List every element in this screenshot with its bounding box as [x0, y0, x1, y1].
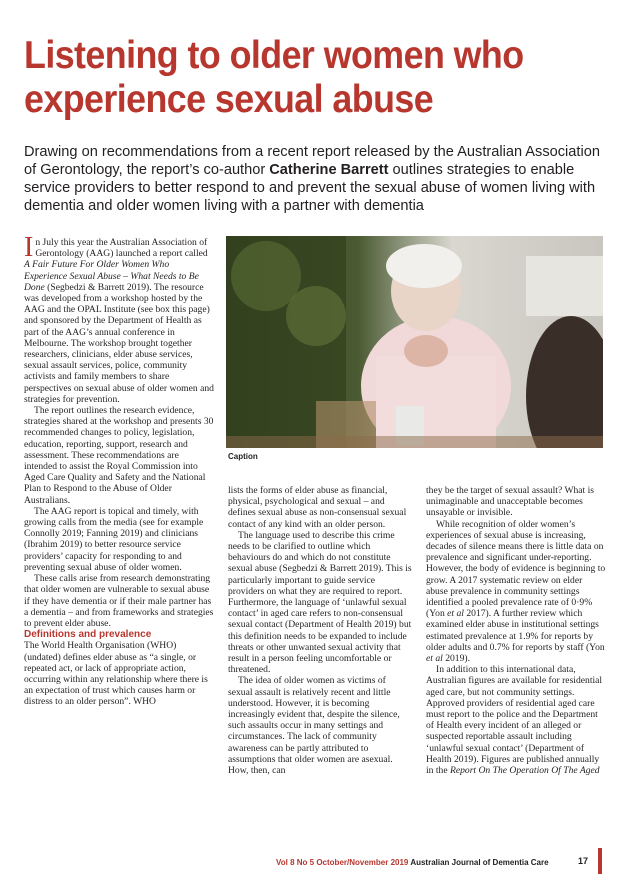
paragraph: The language used to describe this crime needs to be clarified to outline which behaviours do and which do not constitute sexual abuse (Segbedzi & Barrett 2019). This is particularly important to guide service providers on what they are required to report. Furthermore, the language of ‘unlawful sexual contact’ in aged care refers to non-consensual sexual contact (Department of Health 2019) but this definition needs to be expanded to include threats or other unwanted sexual activity that result in a person feeling uncomfortable or threatened.: [228, 529, 412, 676]
drop-cap: I: [24, 232, 34, 263]
text-run: 2017). A further review which examined elder abuse in institutional settings estimated prevalence at 1.9% for reports by older adults and 0.7% for reports by staff (Yon: [426, 608, 605, 653]
standfirst-text-end: outlines strategies to enable service providers to better respond to and prevent the sexual abuse of women living with dementia and older women living with a partner with dementia: [24, 162, 596, 214]
paragraph: [426, 519, 606, 665]
text-run: (Segbedzi & Barrett 2019). The resource was developed from a workshop hosted by the AAG and the OPAL Institute (see box this page) and sponsored by the Department of Health as part of the AAG’s annual conference in Melbourne. The workshop brought together researchers, clinicians, elder abuse services, sexual assault services, police, community activists and family members to share perspectives on sexual abuse of older women and strategies for prevention.: [24, 281, 214, 405]
journal-name: Australian Journal of Dementia Care: [410, 858, 549, 867]
column-2: [228, 485, 412, 776]
paragraph: lists the forms of elder abuse as financial, physical, psychological and sexual – and defines sexual abuse as non-consensual sexual contact of any kind with an older person.: [228, 485, 407, 530]
paragraph: [24, 232, 214, 405]
standfirst: [24, 143, 609, 215]
paragraph: The World Health Organisation (WHO) (undated) defines elder abuse as “a single, or repeated act, or lack of appropriate action, occurring within any relationship where there is an expectation of trust which causes harm or distress to an older person”. WHO: [24, 640, 208, 708]
subheading: Definitions and prevalence: [24, 629, 152, 641]
photo-caption: Caption: [228, 452, 258, 461]
report-title: A Fair Future For Older Women Who Experience Sexual Abuse – What Needs to Be Done: [24, 259, 199, 293]
paragraph: [426, 664, 606, 776]
page-footer: [276, 858, 549, 867]
et-al: et al: [426, 653, 443, 665]
photo-older-woman: [226, 236, 603, 448]
paragraph: The AAG report is topical and timely, with growing calls from the media (see for example Connolly 2019; Fanning 2019) and clinicians (Ibrahim 2019) to better resource service providers’ capacity for responding to and preventing sexual abuse of older women.: [24, 505, 204, 573]
paragraph: they be the target of sexual assault? What is unimaginable and unacceptable becomes unsayable or invisible.: [426, 485, 595, 519]
paragraph: The report outlines the research evidence, strategies shared at the workshop and presents 30 recommended changes to policy, legislation, education, reporting, support, research and assessment. These recommendations are intended to assist the Royal Commission into Aged Care Quality and Safety and the National Plan to Respond to the Abuse of Older Australians.: [24, 405, 214, 506]
page-number: 17: [578, 856, 589, 866]
footer-accent-bar: [598, 848, 602, 874]
issue-date: October/November 2019: [316, 858, 409, 867]
column-3: [426, 485, 606, 776]
paragraph: These calls arise from research demonstrating that older women are vulnerable to sexual abuse if they have dementia or if their male partner has a dementia – and from frameworks and strategies to prevent elder abuse.: [24, 573, 214, 629]
issue-volume: Vol 8 No 5: [276, 858, 315, 867]
paragraph: The idea of older women as victims of sexual assault is relatively recent and little understood. However, it is becoming increasingly evident that, despite the silence, such assaults occur in many settings and circumstances. The lack of community awareness can be partly attributed to assumptions that older women are asexual. How, then, can: [228, 675, 400, 777]
author-name: Catherine Barrett: [269, 162, 389, 178]
report-title: Report On The Operation Of The Aged: [449, 765, 600, 777]
text-run: In addition to this international data, Australian figures are available for residential aged care, but not community settings. Approved providers of residential aged care must report to the police and the Department of Health every incident of an alleged or suspected reportable assault including ‘unlawful sexual contact’ (Department of Health 2019). Figures are published annually in the: [426, 664, 603, 777]
column-1: [24, 232, 214, 708]
text-run: 2019).: [442, 653, 470, 665]
text-run: n July this year the Australian Association of Gerontology (AAG) launched a report called: [35, 237, 208, 260]
et-al: et al: [447, 608, 464, 620]
photo-illustration: [226, 236, 603, 448]
article-title: Listening to older women who experience sexual abuse: [24, 34, 524, 121]
text-run: While recognition of older women’s experiences of sexual abuse is increasing, decades of silence means there is little data on prevalence and significant under-reporting. However, the body of evidence is beginning to grow. A 2017 systematic review on elder abuse prevalence in community settings identified a pooled prevalence rate of 0·9% (Yon: [426, 518, 606, 620]
standfirst-text: Drawing on recommendations from a recent report released by the Australian Association of Gerontology, the report’s co-author: [24, 144, 600, 178]
